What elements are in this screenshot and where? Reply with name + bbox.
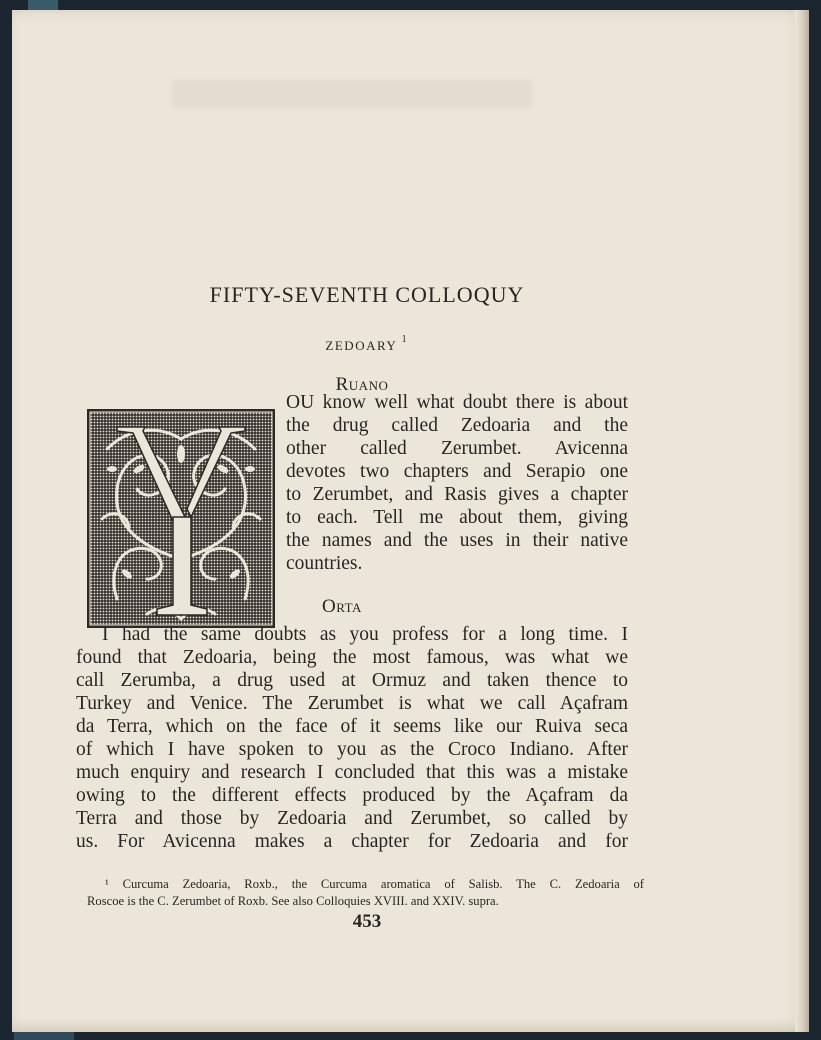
orta-line: Turkey and Venice. The Zerumbet is what we call Açafram xyxy=(76,693,628,714)
orta-line: I had the same doubts as you profess for a long time. I xyxy=(102,624,628,645)
chapter-subtitle xyxy=(12,334,720,354)
orta-line: found that Zedoaria, being the most famous, was what we xyxy=(76,647,628,668)
page-edge xyxy=(795,10,809,1032)
ruano-line: to each. Tell me about them, giving xyxy=(286,507,628,528)
ruano-line: the names and the uses in their native xyxy=(286,530,628,551)
drop-cap-y-ornament xyxy=(87,409,275,628)
speaker-orta-label: Orta xyxy=(322,596,362,617)
footnote-line-1: ¹ Curcuma Zedoaria, Roxb., the Curcuma aromatica of Salisb. The C. Zedoaria of xyxy=(105,877,644,891)
ruano-line: OU know well what doubt there is about xyxy=(286,392,628,413)
show-through-bleed xyxy=(172,80,532,108)
ruano-line: other called Zerumbet. Avicenna xyxy=(286,438,628,459)
footnote-line-2: Roscoe is the C. Zerumbet of Roxb. See also Colloquies XVIII. and XXIV. supra. xyxy=(87,894,499,908)
speaker-orta xyxy=(262,596,422,618)
ruano-speech xyxy=(286,391,628,575)
orta-line: us. For Avicenna makes a chapter for Zedoaria and for xyxy=(76,831,628,852)
orta-line: da Terra, which on the face of it seems like our Ruiva seca xyxy=(76,716,628,737)
subtitle-text: ZEDOARY xyxy=(325,338,397,353)
page-number: 453 xyxy=(352,911,382,932)
binding-top xyxy=(28,0,58,10)
chapter-title: FIFTY-SEVENTH COLLOQUY xyxy=(209,282,525,307)
orta-line: call Zerumba, a drug used at Ormuz and taken thence to xyxy=(76,670,628,691)
book-page xyxy=(12,10,809,1032)
ruano-line: countries. xyxy=(286,553,363,574)
speaker-ruano-label: Ruano xyxy=(335,374,389,395)
footnote-marker: 1 xyxy=(401,334,407,345)
orta-line: owing to the different effects produced by the Açafram da xyxy=(76,785,628,806)
footnote xyxy=(87,876,644,910)
orta-speech xyxy=(76,623,628,853)
ruano-line: devotes two chapters and Serapio one xyxy=(286,461,628,482)
orta-line: Terra and those by Zedoaria and Zerumbet, so called by xyxy=(76,808,628,829)
orta-line: of which I have spoken to you as the Croco Indiano. After xyxy=(76,739,628,760)
ruano-line: to Zerumbet, and Rasis gives a chapter xyxy=(286,484,628,505)
ruano-line: the drug called Zedoaria and the xyxy=(286,415,628,436)
orta-line: much enquiry and research I concluded that this was a mistake xyxy=(76,762,628,783)
